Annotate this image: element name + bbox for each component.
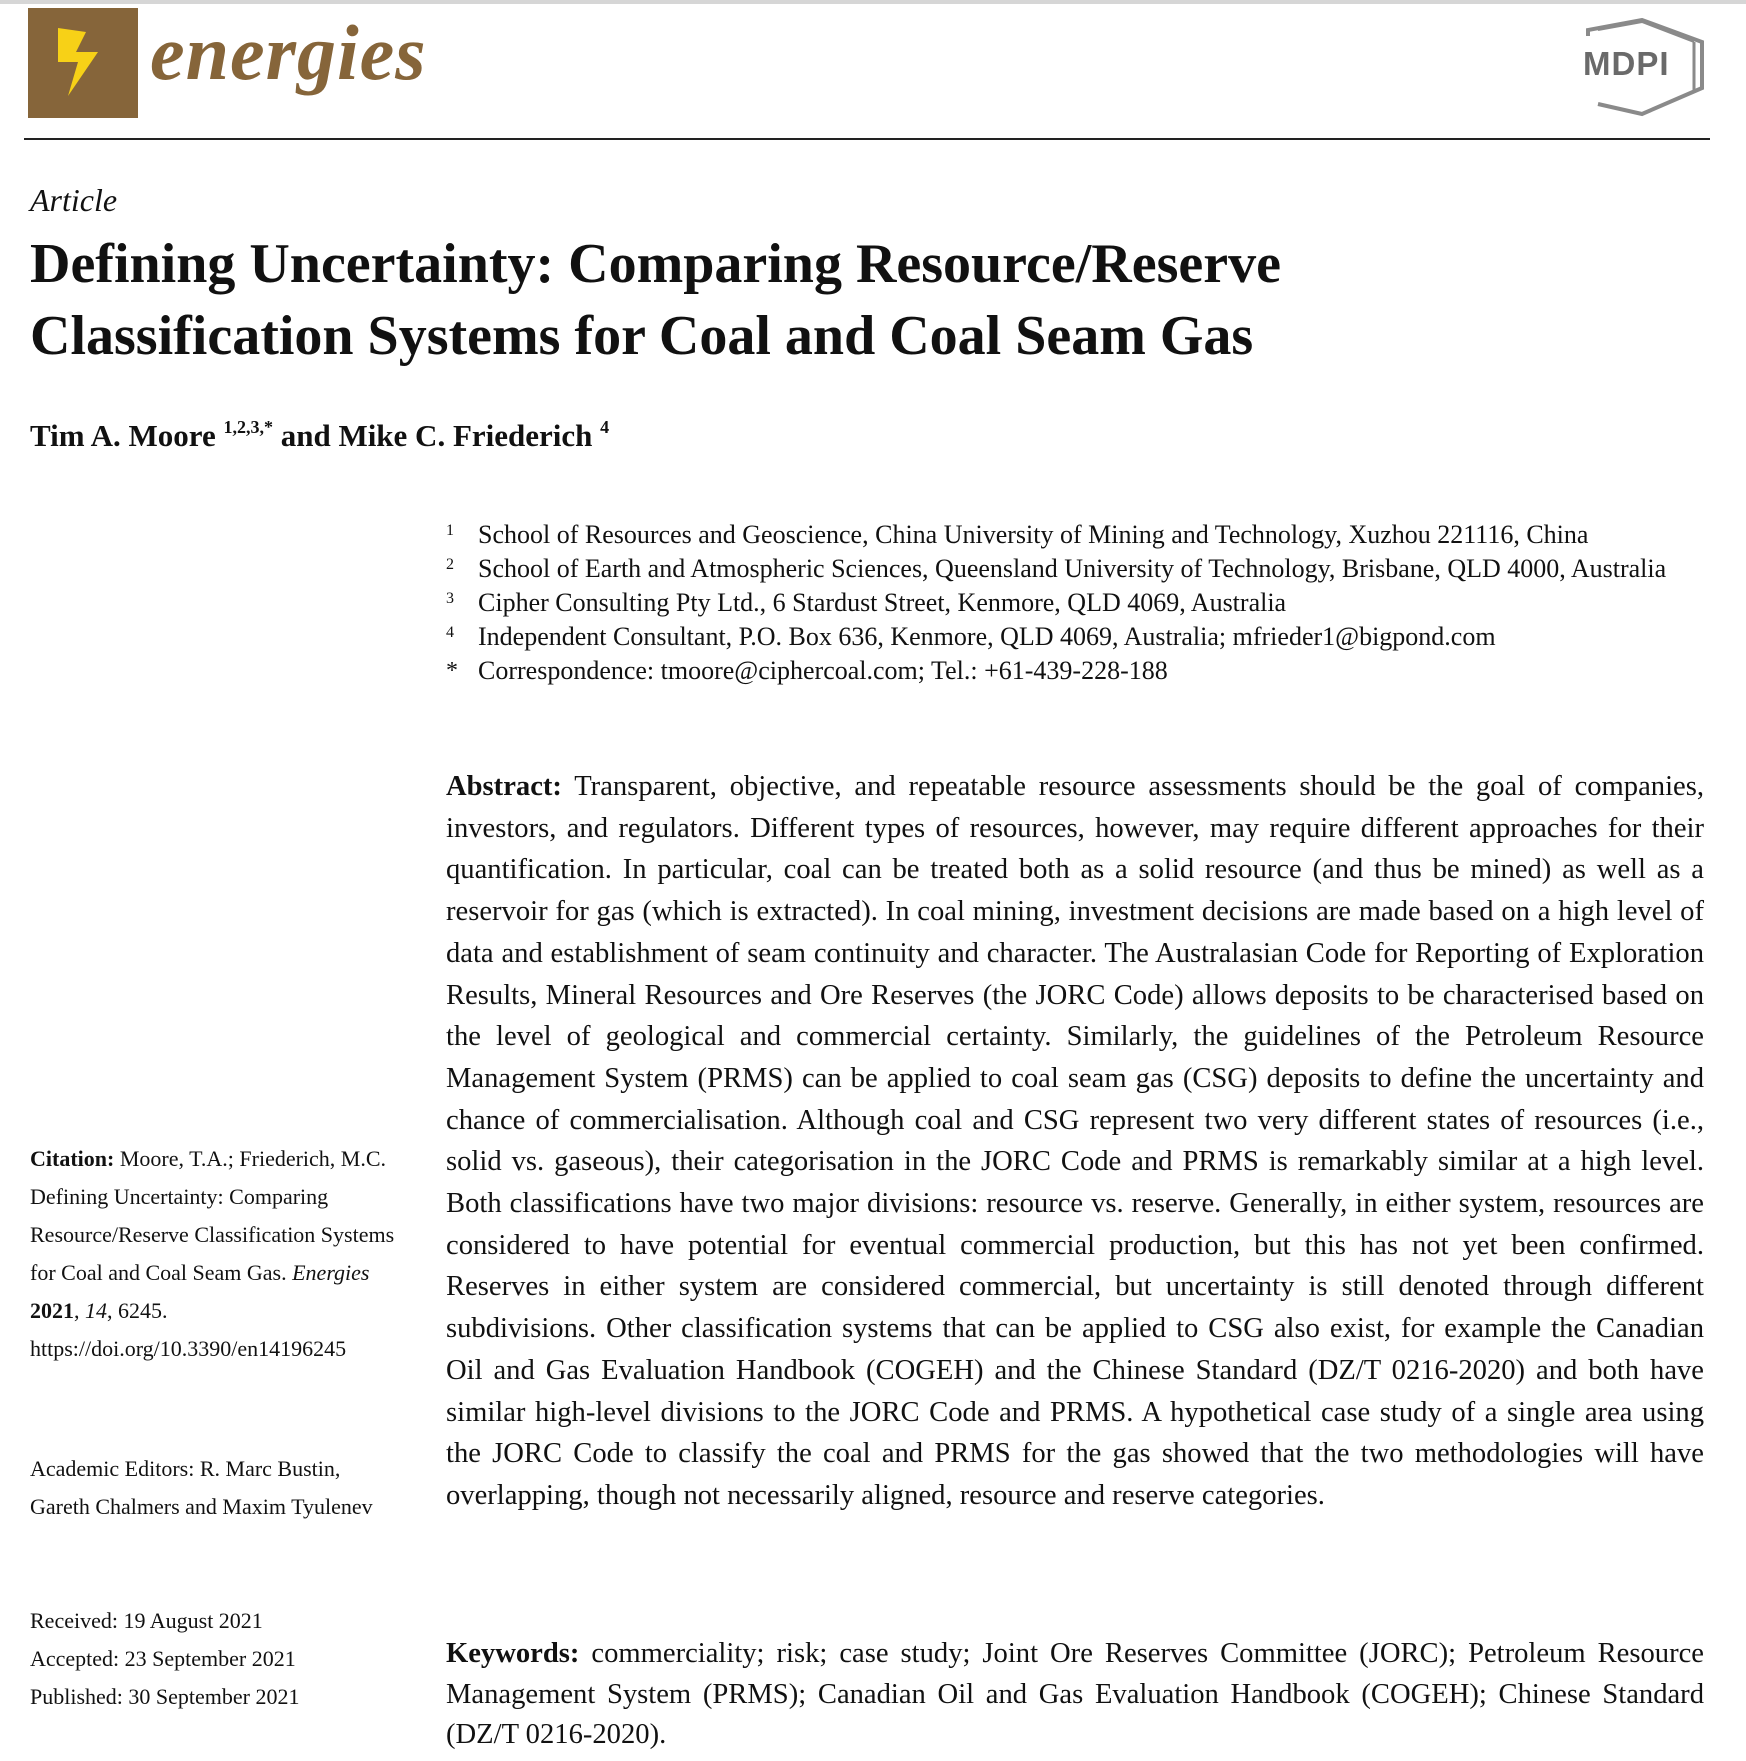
lightning-bolt-icon xyxy=(54,26,114,98)
publication-dates xyxy=(30,1602,400,1716)
author-affiliation-marks: 4 xyxy=(600,416,610,437)
keywords xyxy=(446,1634,1704,1756)
author-name[interactable]: Mike C. Friederich xyxy=(338,418,593,453)
affiliation-text: Independent Consultant, P.O. Box 636, Kenmore, QLD 4069, Australia; mfrieder1@bigpond.com xyxy=(478,622,1496,651)
affiliation-mark: 3 xyxy=(446,590,454,607)
citation-label: Citation: xyxy=(30,1146,115,1171)
article-type: Article xyxy=(30,182,118,218)
affiliation-text: Cipher Consulting Pty Ltd., 6 Stardust Street, Kenmore, QLD 4069, Australia xyxy=(478,588,1287,617)
abstract xyxy=(446,766,1704,1517)
title-line: Classification Systems for Coal and Coal Seam Gas xyxy=(30,305,1254,367)
academic-editors: Academic Editors: R. Marc Bustin, Gareth Chalmers and Maxim Tyulenev xyxy=(30,1456,373,1519)
affiliation-mark: 4 xyxy=(446,624,454,641)
received-date: Received: 19 August 2021 xyxy=(30,1608,263,1633)
affiliation-mark: 1 xyxy=(446,522,454,539)
article-title xyxy=(30,228,1630,372)
affiliation-mark: * xyxy=(446,658,458,684)
citation-text: Moore, T.A.; Friederich, M.C. Defining Uncertainty: Comparing Resource/Reserve Classification Systems for Coal and Coal Seam Gas. xyxy=(30,1146,395,1285)
citation-journal: Energies xyxy=(292,1260,370,1285)
affiliation-text: School of Earth and Atmospheric Sciences, Queensland University of Technology, Brisbane, QLD 4000, Australia xyxy=(478,554,1667,583)
affiliation-item xyxy=(446,552,1716,586)
journal-logo xyxy=(28,8,138,118)
author-name[interactable]: Tim A. Moore xyxy=(30,418,216,453)
abstract-label: Abstract: xyxy=(446,771,562,802)
mdpi-logo-text: MDPI xyxy=(1583,45,1670,82)
affiliations xyxy=(446,518,1716,688)
keywords-label: Keywords: xyxy=(446,1638,580,1669)
keywords-text: commerciality; risk; case study; Joint Ore Reserves Committee (JORC); Petroleum Resource Management System (PRMS); Canadian Oil and Gas Evaluation Handbook (COGEH); Chinese Standard (DZ/T 0216-2020). xyxy=(446,1638,1704,1750)
journal-name: energies xyxy=(150,9,427,96)
title-line: Defining Uncertainty: Comparing Resource/Reserve xyxy=(30,233,1281,295)
citation-volume: 14 xyxy=(85,1298,107,1323)
affiliation-item xyxy=(446,586,1716,620)
affiliation-item xyxy=(446,654,1716,688)
correspondence-text: Correspondence: tmoore@ciphercoal.com; Tel.: +61-439-228-188 xyxy=(478,656,1168,685)
header-divider xyxy=(24,138,1710,140)
author-affiliation-marks: 1,2,3,* xyxy=(223,416,273,437)
affiliation-item xyxy=(446,518,1716,552)
affiliation-text: School of Resources and Geoscience, China University of Mining and Technology, Xuzhou 221116, China xyxy=(478,520,1589,549)
citation-doi-link[interactable]: 6245. https://doi.org/10.3390/en14196245 xyxy=(30,1298,347,1361)
abstract-text: Transparent, objective, and repeatable resource assessments should be the goal of companies, investors, and regulators. Different types of resources, however, may require different approaches for their quantification. In particular, coal can be treated both as a solid resource (and thus be mined) as well as a reservoir for gas (which is extracted). In coal mining, investment decisions are made based on a high level of data and establishment of seam continuity and character. The Australasian Code for Reporting of Exploration Results, Mineral Resources and Ore Reserves (the JORC Code) allows deposits to be characterised based on the level of geological and commercial certainty. Similarly, the guidelines of the Petroleum Resource Management System (PRMS) can be applied to coal seam gas (CSG) deposits to define the uncertainty and chance of commercialisation. Although coal and CSG represent two very different states of resources (i.e., solid vs. gaseous), their categorisation in the JORC Code and PRMS is remarkably similar at a high level. Both classifications have two major divisions: resource vs. reserve. Generally, in either system, resources are considered to have potential for eventual commercial production, but this has not yet been confirmed. Reserves in either system are considered commercial, but uncertainty is still denoted through different subdivisions. Other classification systems that can be applied to CSG also exist, for example the Canadian Oil and Gas Evaluation Handbook (COGEH) and the Chinese Standard (DZ/T 0216-2020) and both have similar high-level divisions to the JORC Code and PRMS. A hypothetical case study of a single area using the JORC Code to classify the coal and PRMS for the gas showed that the two methodologies will have overlapping, though not necessarily aligned, resource and reserve categories. xyxy=(446,771,1704,1511)
citation-year: 2021 xyxy=(30,1298,74,1323)
top-border xyxy=(0,0,1746,4)
affiliation-mark: 2 xyxy=(446,556,454,573)
author-list xyxy=(30,418,609,454)
author-connector: and xyxy=(272,418,339,453)
accepted-date: Accepted: 23 September 2021 xyxy=(30,1646,296,1671)
citation-block: Citation: Moore, T.A.; Friederich, M.C. Defining Uncertainty: Comparing Resource/Reserve Classification Systems for Coal and Coal Seam Gas. Energies 2021, 14, 6245. https://doi.org/10.3390/en14196245 xyxy=(30,1146,395,1361)
published-date: Published: 30 September 2021 xyxy=(30,1684,300,1709)
affiliation-item xyxy=(446,620,1716,654)
